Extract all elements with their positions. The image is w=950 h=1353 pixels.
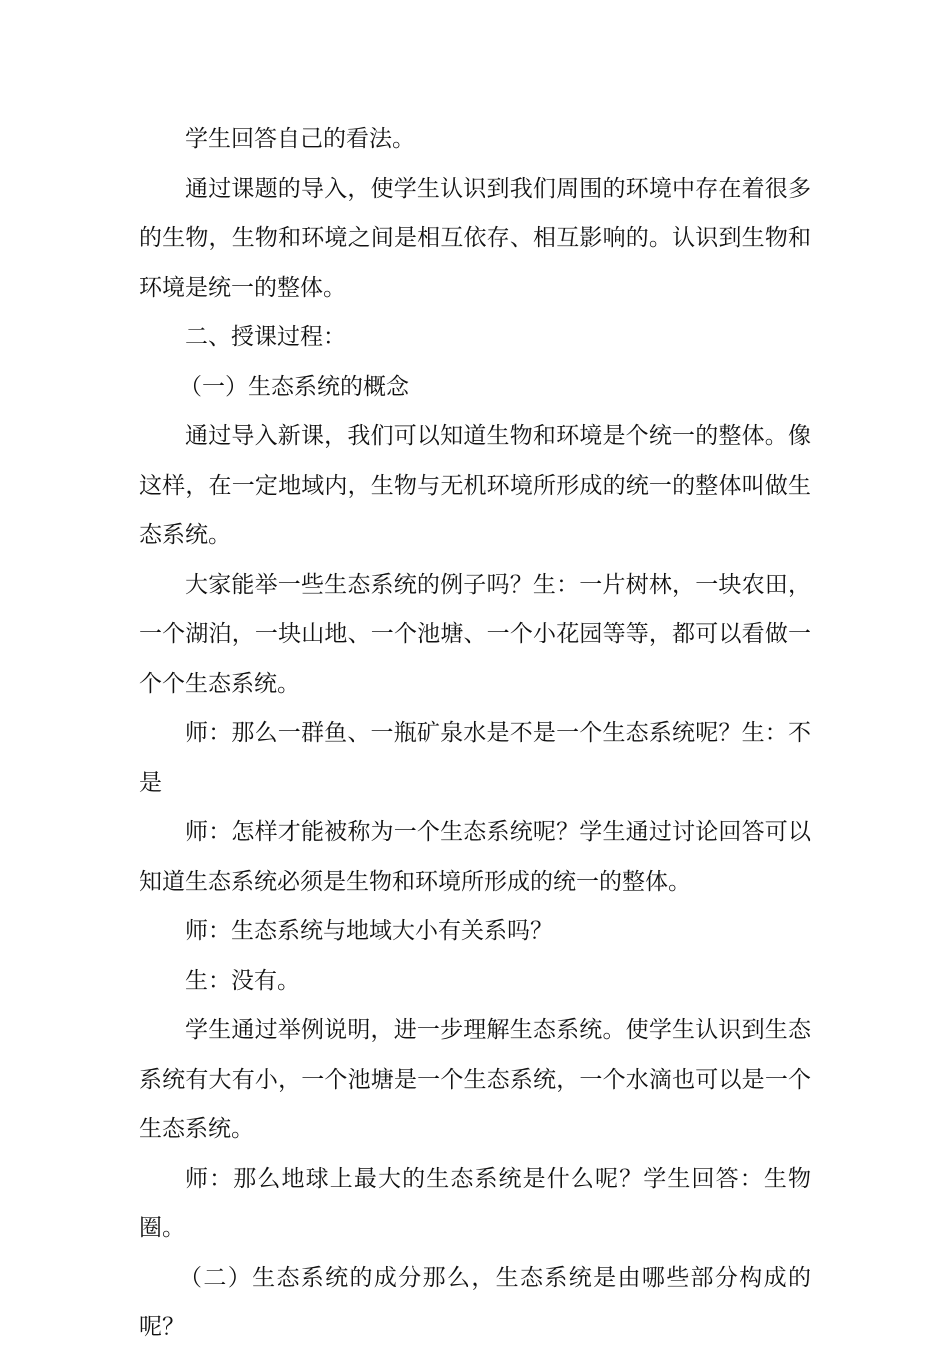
- paragraph-question-what-is: 师：怎样才能被称为一个生态系统呢？学生通过讨论回答可以知道生态系统必须是生物和环境所形成的统一的整体。: [139, 819, 811, 895]
- paragraph-question-size: 师：生态系统与地域大小有关系吗？: [185, 918, 553, 944]
- paragraph-biosphere: 师：那么地球上最大的生态系统是什么呢？学生回答：生物圈。: [139, 1165, 811, 1241]
- paragraph-size-explanation: 学生通过举例说明，进一步理解生态系统。使学生认识到生态系统有大有小，一个池塘是一个生态系统，一个水滴也可以是一个生态系统。: [139, 1017, 811, 1142]
- paragraph-question-fish: 师：那么一群鱼、一瓶矿泉水是不是一个生态系统呢？生：不是: [139, 720, 811, 796]
- paragraph-ecosystem-definition: 通过导入新课，我们可以知道生物和环境是个统一的整体。像这样，在一定地域内，生物与无机环境所形成的统一的整体叫做生态系统。: [139, 423, 811, 548]
- paragraph-ecosystem-examples: 大家能举一些生态系统的例子吗？生：一片树林，一块农田，一个湖泊，一块山地、一个池塘、一个小花园等等，都可以看做一个个生态系统。: [139, 571, 811, 697]
- paragraph-student-answer: 学生回答自己的看法。: [185, 126, 415, 152]
- heading-ecosystem-concept: （一）生态系统的概念: [179, 373, 409, 400]
- heading-teaching-process: 二、授课过程：: [185, 324, 346, 350]
- document-page: [139, 115, 811, 1353]
- paragraph-answer-no: 生：没有。: [185, 967, 300, 994]
- heading-ecosystem-components: （二）生态系统的成分那么，生态系统是由哪些部分构成的呢？: [139, 1264, 811, 1340]
- paragraph-intro-summary: 通过课题的导入，使学生认识到我们周围的环境中存在着很多的生物，生物和环境之间是相互依存、相互影响的。认识到生物和环境是统一的整体。: [139, 175, 811, 301]
